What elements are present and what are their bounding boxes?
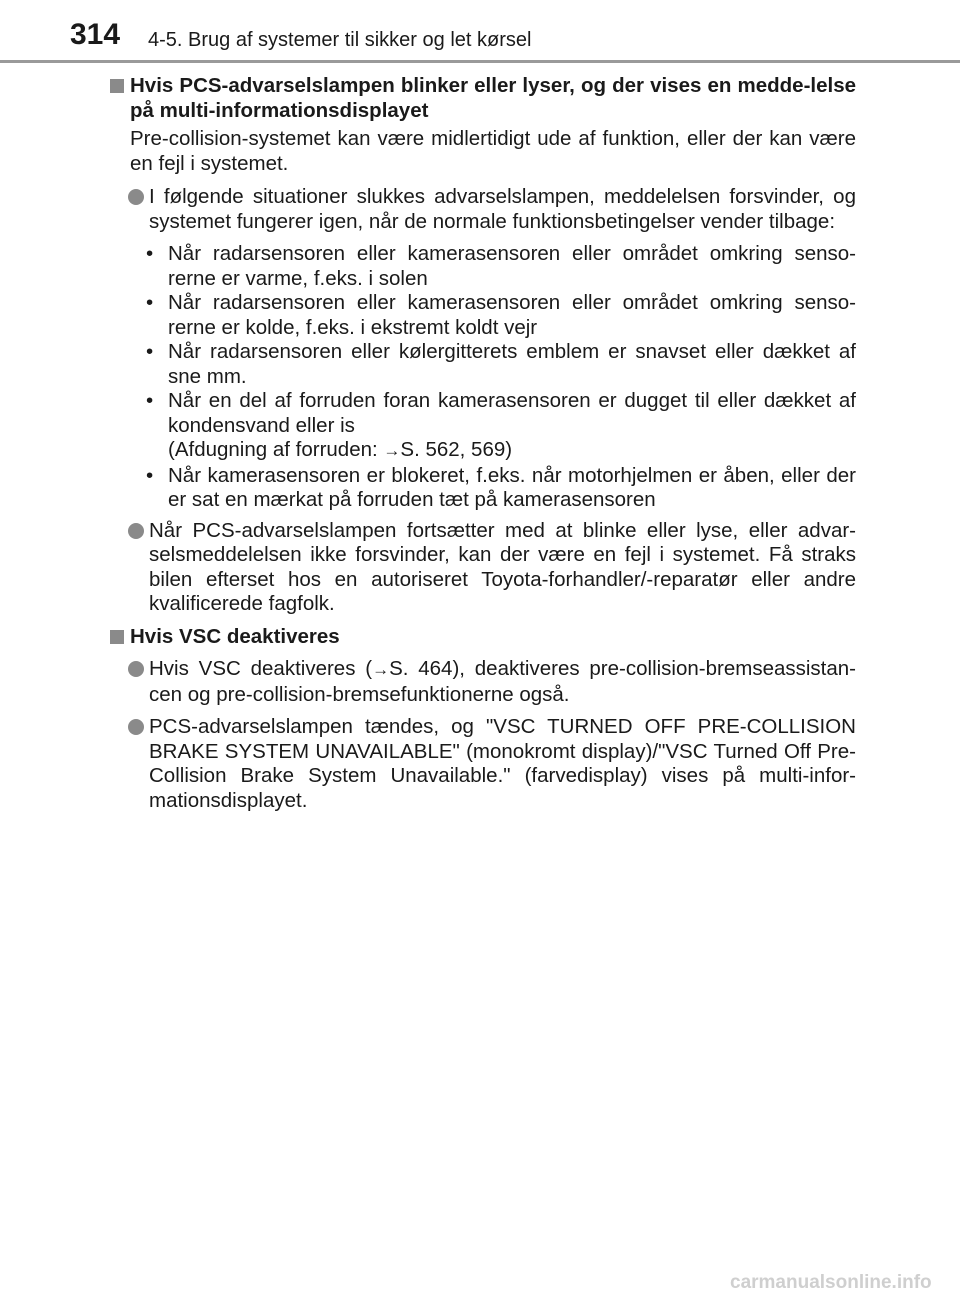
page-header	[0, 0, 960, 62]
reference-link[interactable]: S. 562, 569)	[400, 438, 513, 461]
heading-text: Hvis VSC deaktiveres	[130, 624, 340, 648]
circle-bullet-icon	[128, 719, 144, 735]
list-item	[108, 185, 856, 234]
circle-bullet-icon	[128, 189, 144, 205]
bullet-icon: •	[146, 340, 154, 363]
square-bullet-icon	[110, 630, 124, 644]
list-item-text: Når PCS-advarselslampen fortsætter med at blinke eller lyse, eller advar-selsmeddelelsen ikke forsvinder, kan der være en fejl i systemet. Få straks bilen efterset hos en autoriseret Toyota-forhandler/-reparatør eller andre kvalificerede fagfolk.	[149, 518, 856, 615]
circle-bullet-icon	[128, 523, 144, 539]
bullet-icon: •	[146, 389, 154, 412]
intro-paragraph: Pre-collision-systemet kan være midlertidigt ude af funktion, eller der kan være en fejl i systemet.	[130, 127, 856, 175]
list-item-text: PCS-advarselslampen tændes, og "VSC TURNED OFF PRE-COLLISION BRAKE SYSTEM UNAVAILABLE" (monokromt display)/"VSC Turned Off Pre-Collision Brake System Unavailable." (farvedisplay) vises på multi-infor-mationsdisplayet.	[149, 715, 856, 812]
circle-bullet-icon	[128, 661, 144, 677]
page-reference	[168, 438, 856, 464]
list-item-prefix: Hvis VSC deaktiveres (	[149, 657, 373, 680]
page-number: 314	[70, 18, 121, 51]
sub-list-item	[108, 242, 856, 291]
list-item	[108, 715, 856, 813]
arrow-right-icon: →	[372, 660, 390, 679]
section-title: 4-5. Brug af systemer til sikker og let kørsel	[148, 29, 532, 51]
section-heading-vsc	[108, 625, 856, 650]
watermark: carmanualsonline.info	[730, 1272, 932, 1293]
reference-prefix: (Afdugning af forruden:	[168, 438, 384, 461]
bullet-icon: •	[146, 463, 154, 487]
square-bullet-icon	[110, 79, 124, 93]
sub-item-text: Når kamerasensoren er blokeret, f.eks. når motorhjelmen er åben, eller der er sat en mærkat på forruden tæt på kamerasensoren	[168, 463, 856, 511]
list-item	[108, 519, 856, 617]
page-content	[108, 74, 856, 821]
list-item-text: I følgende situationer slukkes advarselslampen, meddelelsen forsvinder, og systemet fungerer igen, når de normale funktionsbetingelser vender tilbage:	[149, 185, 856, 233]
sub-list	[108, 242, 856, 513]
section-heading-pcs	[108, 74, 856, 123]
sub-item-text: Når en del af forruden foran kamerasensoren er dugget til eller dækket af kondensvand eller is	[168, 389, 856, 437]
sub-item-text: Når radarsensoren eller kamerasensoren eller området omkring senso-rerne er kolde, f.eks. i ekstremt koldt vejr	[168, 291, 856, 339]
sub-list-item	[108, 340, 856, 389]
sub-item-text: Når radarsensoren eller kamerasensoren eller området omkring senso-rerne er varme, f.eks. i solen	[168, 242, 856, 290]
sub-list-item	[108, 464, 856, 513]
sub-list-item	[108, 291, 856, 340]
bullet-icon: •	[146, 291, 154, 314]
list-item-text: S. 464), deaktiveres pre-collision-bremseassistan-cen og pre-collision-bremsefunktionerne også.	[149, 657, 856, 706]
header-divider	[0, 60, 960, 63]
arrow-right-icon: →	[383, 441, 401, 460]
heading-text: Hvis PCS-advarselslampen blinker eller lyser, og der vises en medde-lelse på multi-informationsdisplayet	[130, 74, 856, 122]
sub-item-text: Når radarsensoren eller kølergitterets emblem er snavset eller dækket af sne mm.	[168, 340, 856, 388]
sub-list-item	[108, 389, 856, 464]
list-item	[108, 657, 856, 707]
bullet-icon: •	[146, 242, 154, 265]
